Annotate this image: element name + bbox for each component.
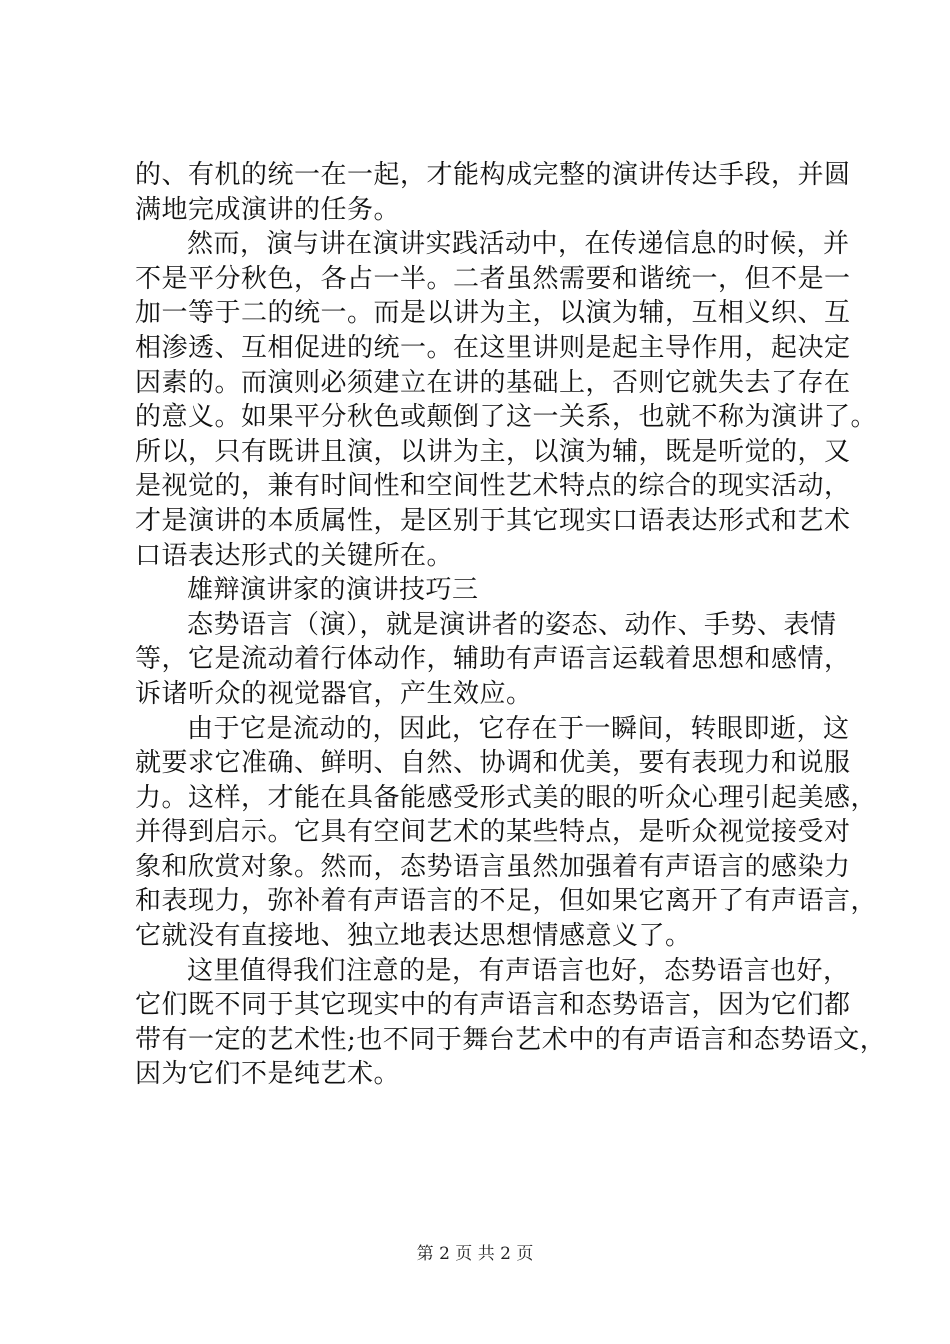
text-line: 这里值得我们注意的是，有声语言也好，态势语言也好， [187, 955, 850, 986]
text-line: 相渗透、互相促进的统一。在这里讲则是起主导作用，起决定 [135, 332, 851, 363]
paragraph [135, 227, 878, 573]
text-line: 并得到启示。它具有空间艺术的某些特点，是听众视觉接受对 [135, 817, 851, 848]
paragraph [135, 608, 851, 712]
text-line: 的意义。如果平分秋色或颠倒了这一关系，也就不称为演讲了。 [135, 402, 878, 433]
text-line: 不是平分秋色，各占一半。二者虽然需要和谐统一，但不是一 [135, 263, 851, 294]
text-line: 力。这样，才能在具备能感受形式美的眼的听众心理引起美感， [135, 782, 878, 813]
page-number: 第 2 页 共 2 页 [416, 1244, 534, 1264]
text-line: 由于它是流动的，因此，它存在于一瞬间，转眼即逝，这 [187, 713, 850, 744]
text-line: 等，它是流动着行体动作，辅助有声语言运载着思想和感情， [135, 644, 851, 675]
paragraph [135, 954, 887, 1092]
paragraph [135, 712, 878, 954]
heading-text: 雄辩演讲家的演讲技巧三 [187, 575, 479, 606]
text-line: 它们既不同于其它现实中的有声语言和态势语言，因为它们都 [135, 990, 851, 1021]
document-body [135, 158, 887, 1092]
text-line: 带有一定的艺术性;也不同于舞台艺术中的有声语言和态势语文， [135, 1024, 887, 1055]
text-line: 加一等于二的统一。而是以讲为主，以演为辅，互相义织、互 [135, 298, 851, 329]
text-line: 就要求它准确、鲜明、自然、协调和优美，要有表现力和说服 [135, 748, 851, 779]
text-line: 因为它们不是纯艺术。 [135, 1059, 401, 1090]
text-line: 口语表达形式的关键所在。 [135, 540, 454, 571]
text-line: 满地完成演讲的任务。 [135, 194, 401, 225]
text-line: 象和欣赏对象。然而，态势语言虽然加强着有声语言的感染力 [135, 851, 851, 882]
text-line: 和表现力，弥补着有声语言的不足，但如果它离开了有声语言， [135, 886, 878, 917]
text-line: 是视觉的，兼有时间性和空间性艺术特点的综合的现实活动， [135, 471, 851, 502]
text-line: 因素的。而演则必须建立在讲的基础上，否则它就失去了存在 [135, 367, 851, 398]
text-line: 的、有机的统一在一起，才能构成完整的演讲传达手段，并圆 [135, 160, 851, 190]
text-line: 然而，演与讲在演讲实践活动中，在传递信息的时候，并 [187, 229, 850, 260]
text-line: 诉诸听众的视觉器官，产生效应。 [135, 678, 533, 709]
text-line: 才是演讲的本质属性，是区别于其它现实口语表达形式和艺术 [135, 505, 851, 536]
text-line: 所以，只有既讲且演，以讲为主，以演为辅，既是听觉的，又 [135, 436, 851, 467]
paragraph [135, 158, 851, 227]
text-line: 态势语言（演），就是演讲者的姿态、动作、手势、表情 [187, 609, 837, 640]
section-heading [135, 573, 835, 608]
text-line: 它就没有直接地、独立地表达思想情感意义了。 [135, 921, 692, 952]
